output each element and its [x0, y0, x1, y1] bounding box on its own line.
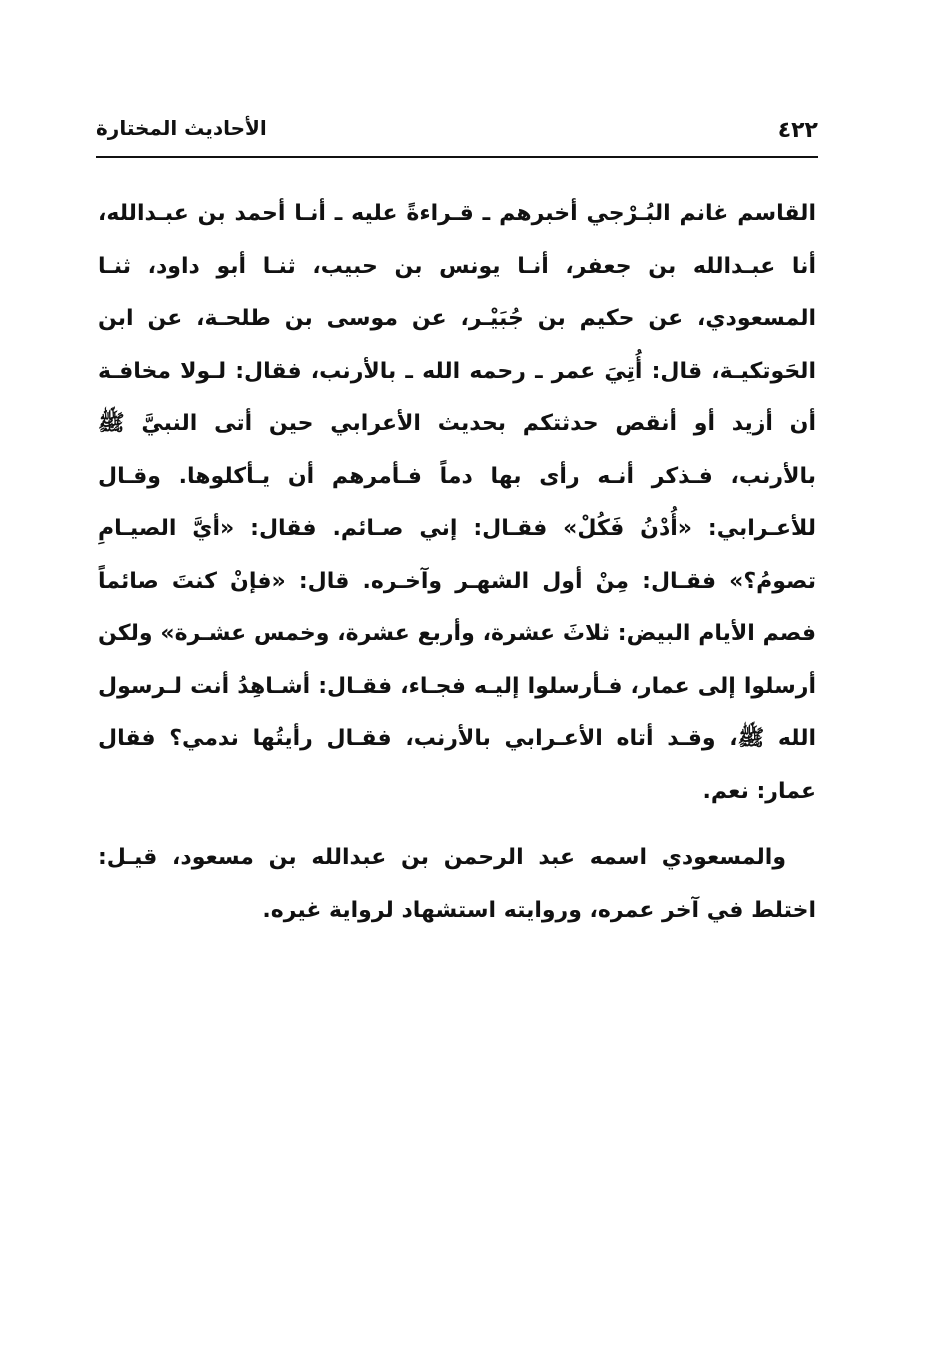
- commentary-paragraph: والمسعودي اسمه عبد الرحمن بن عبدالله بن مسعود، قيـل: اختلط في آخر عمره، وروايته استشهاد لرواية غيره.: [98, 845, 816, 923]
- main-text: [98, 188, 816, 937]
- book-title: الأحاديث المختارة: [96, 116, 267, 140]
- page-number: ٤٢٢: [777, 118, 818, 143]
- running-header: [96, 112, 818, 148]
- hadith-paragraph: القاسم غانم البُـرْجي أخبرهم ـ قـراءةً عليه ـ أنـا أحمد بن عبـدالله، أنا عبـدالله بن جعفر، أنـا يونس بن حبيب، ثنـا أبو داود، ثنـا المسعودي، عن حكيم بن جُبَيْـر، عن موسى بن طلحـة، عن ابن الحَوتكيـة، قال: أُتِيَ عمر ـ رحمه الله ـ بالأرنب، فقال: لـولا مخافـة أن أزيد أو أنقص حدثتكم بحديث الأعرابي حين أتى النبيَّ ﷺ بالأرنب، فـذكر أنـه رأى بها دماً فـأمرهم أن يـأكلوها. وقـال للأعـرابي: «أُدْنُ فَكُلْ» فقـال: إني صـائم. فقال: «أيَّ الصيـامِ تصومُ؟» فقـال: مِنْ أول الشهـر وآخـره. قال: «فإنْ كنتَ صائماً فصم الأيام البيض: ثلاثَ عشرة، وأربع عشرة، وخمس عشـرة» ولكن أرسلوا إلى عمار، فـأرسلوا إليـه فجـاء، فقـال: أشـاهِدُ أنت لـرسول الله ﷺ، وقـد أتاه الأعـرابي بالأرنب، فقـال رأيتُها ندمي؟ فقال عمار: نعم.: [98, 201, 816, 804]
- header-rule: [96, 156, 818, 158]
